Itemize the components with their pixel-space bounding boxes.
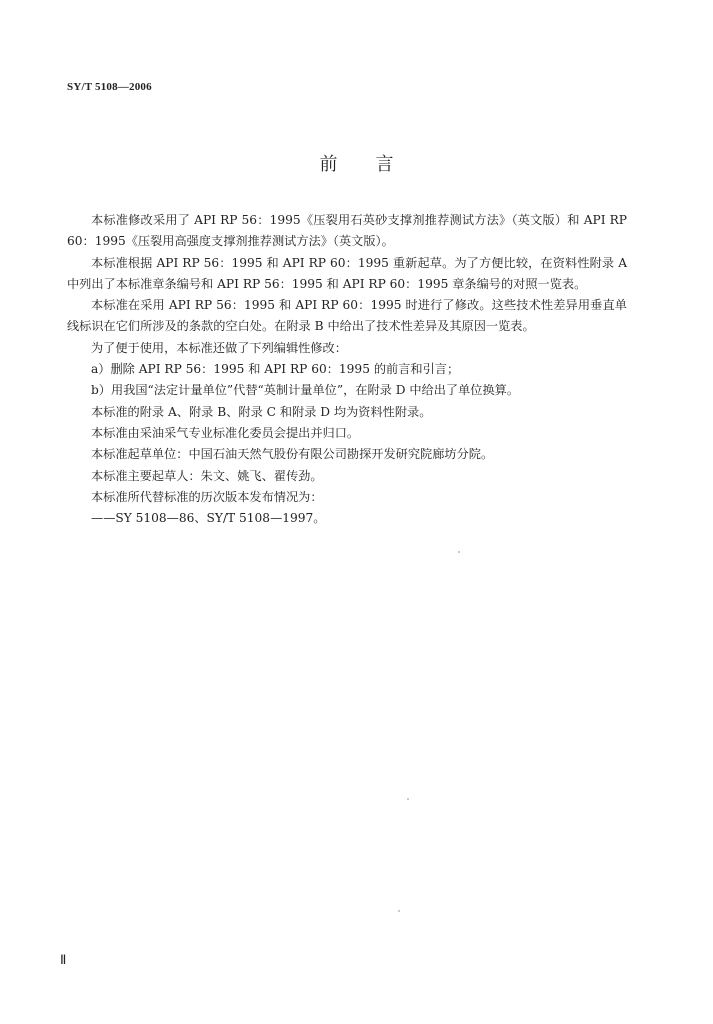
list-item-a: a）删除 API RP 56：1995 和 API RP 60：1995 的前言和引言；	[91, 362, 460, 377]
document-code: SY/T 5108—2006	[67, 81, 152, 93]
scan-speck	[407, 798, 409, 800]
page-number: Ⅱ	[60, 952, 67, 967]
paragraph-editorial-intro: 为了便于使用，本标准还做了下列编辑性修改：	[91, 340, 347, 355]
list-item-b: b）用我国“法定计量单位”代替“英制计量单位”，在附录 D 中给出了单位换算。	[91, 383, 520, 398]
page-title: 前言	[319, 154, 432, 175]
paragraph-drafting-unit: 本标准起草单位：中国石油天然气股份有限公司勘探开发研究院廊坊分院。	[91, 447, 494, 462]
paragraph-history-versions: ——SY 5108—86、SY/T 5108—1997。	[91, 511, 326, 526]
paragraph-drafters: 本标准主要起草人：朱文、姚飞、翟传劲。	[91, 468, 323, 483]
scan-speck	[398, 910, 400, 912]
preface-body	[67, 210, 627, 529]
paragraph-modifications: 本标准在采用 API RP 56：1995 和 API RP 60：1995 时进行了修改。这些技术性差异用垂直单线标识在它们所涉及的条款的空白处。在附录 B 中给出了技术性差异及其原因一览表。	[67, 298, 627, 334]
paragraph-committee: 本标准由采油采气专业标准化委员会提出并归口。	[91, 425, 360, 440]
paragraph-drafting: 本标准根据 API RP 56：1995 和 API RP 60：1995 重新起草。为了方便比较，在资料性附录 A 中列出了本标准章条编号和 API RP 56：1995 和 API RP 60：1995 章条编号的对照一览表。	[67, 255, 627, 291]
paragraph-adoption: 本标准修改采用了 API RP 56：1995《压裂用石英砂支撑剂推荐测试方法》（英文版）和 API RP 60：1995《压裂用高强度支撑剂推荐测试方法》（英文版）。	[67, 213, 627, 249]
paragraph-appendices: 本标准的附录 A、附录 B、附录 C 和附录 D 均为资料性附录。	[91, 404, 432, 419]
paragraph-history-intro: 本标准所代替标准的历次版本发布情况为：	[91, 489, 323, 504]
scan-speck	[458, 551, 460, 553]
